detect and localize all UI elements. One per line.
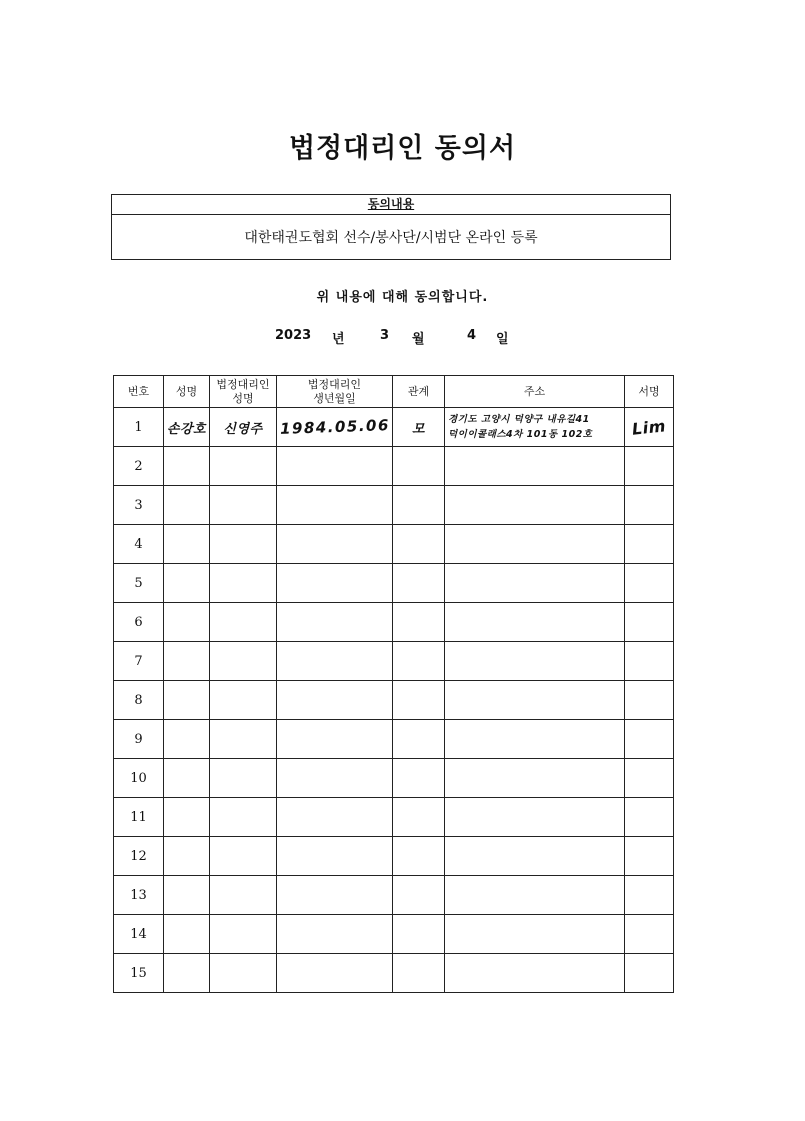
- relation-cell: [393, 525, 445, 564]
- guardian-name-cell: [210, 720, 277, 759]
- relation-cell: [393, 954, 445, 993]
- name-cell: [164, 759, 210, 798]
- name-cell: [164, 954, 210, 993]
- address-cell: [445, 720, 625, 759]
- table-row: [114, 759, 674, 798]
- guardian-birth-cell: [277, 837, 393, 876]
- relation-cell-text: 모: [411, 421, 426, 437]
- relation-cell: [393, 642, 445, 681]
- name-cell: [164, 915, 210, 954]
- row-number: 3: [114, 486, 164, 525]
- address-cell: [445, 408, 625, 447]
- table-row: [114, 954, 674, 993]
- name-cell: [164, 525, 210, 564]
- guardian-birth-cell: [277, 642, 393, 681]
- relation-cell: [393, 798, 445, 837]
- guardian-birth-cell: [277, 720, 393, 759]
- table-row: [114, 525, 674, 564]
- signature-cell: [625, 915, 674, 954]
- header-relation: 관계: [393, 376, 445, 408]
- relation-cell: [393, 681, 445, 720]
- relation-cell: [393, 486, 445, 525]
- consent-header: [112, 195, 670, 215]
- relation-cell: [393, 876, 445, 915]
- row-number: 4: [114, 525, 164, 564]
- address-cell: [445, 486, 625, 525]
- relation-cell: [393, 837, 445, 876]
- consent-box: [111, 194, 671, 260]
- signature-cell: [625, 642, 674, 681]
- name-cell-text: 손강호: [166, 421, 207, 437]
- row-number: 9: [114, 720, 164, 759]
- signature-cell: [625, 408, 674, 447]
- table-row: [114, 837, 674, 876]
- address-cell: [445, 759, 625, 798]
- signature-cell-text: Lim: [631, 415, 667, 439]
- address-cell: [445, 837, 625, 876]
- relation-cell: [393, 720, 445, 759]
- row-number: 7: [114, 642, 164, 681]
- table-row: [114, 564, 674, 603]
- page-title: 법정대리인 동의서: [288, 133, 517, 164]
- date-day-unit: 일: [496, 332, 509, 347]
- row-number: 10: [114, 759, 164, 798]
- header-number: 번호: [114, 376, 164, 408]
- address-line-1: 경기도 고양시 덕양구 내유길41: [448, 414, 590, 425]
- guardian-name-cell: [210, 408, 277, 447]
- guardian-birth-cell: [277, 681, 393, 720]
- guardian-birth-cell: [277, 915, 393, 954]
- name-cell: [164, 798, 210, 837]
- signature-cell: [625, 603, 674, 642]
- name-cell: [164, 681, 210, 720]
- guardian-birth-cell: [277, 447, 393, 486]
- relation-cell: [393, 915, 445, 954]
- relation-cell: [393, 759, 445, 798]
- date-year: 2023: [275, 328, 312, 343]
- guardian-name-cell: [210, 954, 277, 993]
- address-cell: [445, 564, 625, 603]
- guardian-name-cell: [210, 603, 277, 642]
- signature-cell: [625, 447, 674, 486]
- table-row: [114, 408, 674, 447]
- header-address: 주소: [445, 376, 625, 408]
- address-cell: [445, 798, 625, 837]
- row-number: 8: [114, 681, 164, 720]
- name-cell: [164, 564, 210, 603]
- signature-cell: [625, 681, 674, 720]
- row-number: 6: [114, 603, 164, 642]
- signature-cell: [625, 486, 674, 525]
- address-cell: [445, 642, 625, 681]
- guardian-birth-cell: [277, 876, 393, 915]
- table-header-row: [114, 376, 674, 408]
- table-row: [114, 798, 674, 837]
- name-cell: [164, 603, 210, 642]
- row-number: 13: [114, 876, 164, 915]
- row-number: 12: [114, 837, 164, 876]
- guardian-birth-cell: [277, 603, 393, 642]
- table-row: [114, 720, 674, 759]
- guardian-name-cell: [210, 525, 277, 564]
- table-row: [114, 876, 674, 915]
- agreement-statement: 위 내용에 대해 동의합니다.: [316, 290, 489, 305]
- date-month-unit: 월: [412, 332, 425, 347]
- signature-cell: [625, 759, 674, 798]
- guardian-name-cell-text: 신영주: [223, 421, 263, 437]
- table-row: [114, 486, 674, 525]
- address-cell: [445, 954, 625, 993]
- address-cell: [445, 525, 625, 564]
- guardian-birth-cell: [277, 564, 393, 603]
- name-cell: [164, 642, 210, 681]
- table-body: [114, 408, 674, 993]
- header-guardian-birth: 법정대리인 생년월일: [277, 376, 393, 408]
- row-number: 1: [114, 408, 164, 447]
- row-number: 14: [114, 915, 164, 954]
- name-cell: [164, 408, 210, 447]
- row-number: 5: [114, 564, 164, 603]
- guardian-name-cell: [210, 837, 277, 876]
- guardian-name-cell: [210, 447, 277, 486]
- guardian-name-cell: [210, 486, 277, 525]
- table-row: [114, 915, 674, 954]
- signature-cell: [625, 720, 674, 759]
- name-cell: [164, 720, 210, 759]
- consent-body: 대한태권도협회 선수/봉사단/시범단 온라인 등록: [244, 230, 538, 246]
- row-number: 11: [114, 798, 164, 837]
- table-row: [114, 447, 674, 486]
- relation-cell: [393, 408, 445, 447]
- guardian-name-cell: [210, 798, 277, 837]
- guardian-name-cell: [210, 876, 277, 915]
- table-row: [114, 681, 674, 720]
- guardian-name-cell: [210, 564, 277, 603]
- date-day: 4: [467, 328, 477, 343]
- relation-cell: [393, 564, 445, 603]
- signature-cell: [625, 954, 674, 993]
- guardian-birth-cell: [277, 525, 393, 564]
- header-signature: 서명: [625, 376, 674, 408]
- row-number: 15: [114, 954, 164, 993]
- guardian-table: [113, 375, 674, 993]
- address-cell: [445, 603, 625, 642]
- address-cell: [445, 915, 625, 954]
- header-guardian-name: 법정대리인 성명: [210, 376, 277, 408]
- signature-cell: [625, 837, 674, 876]
- address-line-2: 덕이이콜래스4차 101동 102호: [448, 429, 593, 440]
- signature-cell: [625, 876, 674, 915]
- signature-cell: [625, 525, 674, 564]
- address-cell: [445, 876, 625, 915]
- date-month: 3: [380, 328, 390, 343]
- guardian-birth-cell: [277, 408, 393, 447]
- name-cell: [164, 486, 210, 525]
- guardian-name-cell: [210, 915, 277, 954]
- signature-cell: [625, 798, 674, 837]
- guardian-birth-cell: [277, 954, 393, 993]
- guardian-birth-cell-text: 1984.05.06: [279, 416, 390, 438]
- address-cell: [445, 447, 625, 486]
- guardian-birth-cell: [277, 486, 393, 525]
- date-year-unit: 년: [332, 332, 345, 347]
- name-cell: [164, 447, 210, 486]
- address-cell: [445, 681, 625, 720]
- guardian-birth-cell: [277, 759, 393, 798]
- relation-cell: [393, 447, 445, 486]
- signature-cell: [625, 564, 674, 603]
- row-number: 2: [114, 447, 164, 486]
- consent-header-label: 동의내용: [367, 197, 415, 211]
- name-cell: [164, 876, 210, 915]
- guardian-name-cell: [210, 681, 277, 720]
- header-name: 성명: [164, 376, 210, 408]
- relation-cell: [393, 603, 445, 642]
- table-row: [114, 642, 674, 681]
- guardian-name-cell: [210, 759, 277, 798]
- guardian-name-cell: [210, 642, 277, 681]
- table-row: [114, 603, 674, 642]
- name-cell: [164, 837, 210, 876]
- guardian-birth-cell: [277, 798, 393, 837]
